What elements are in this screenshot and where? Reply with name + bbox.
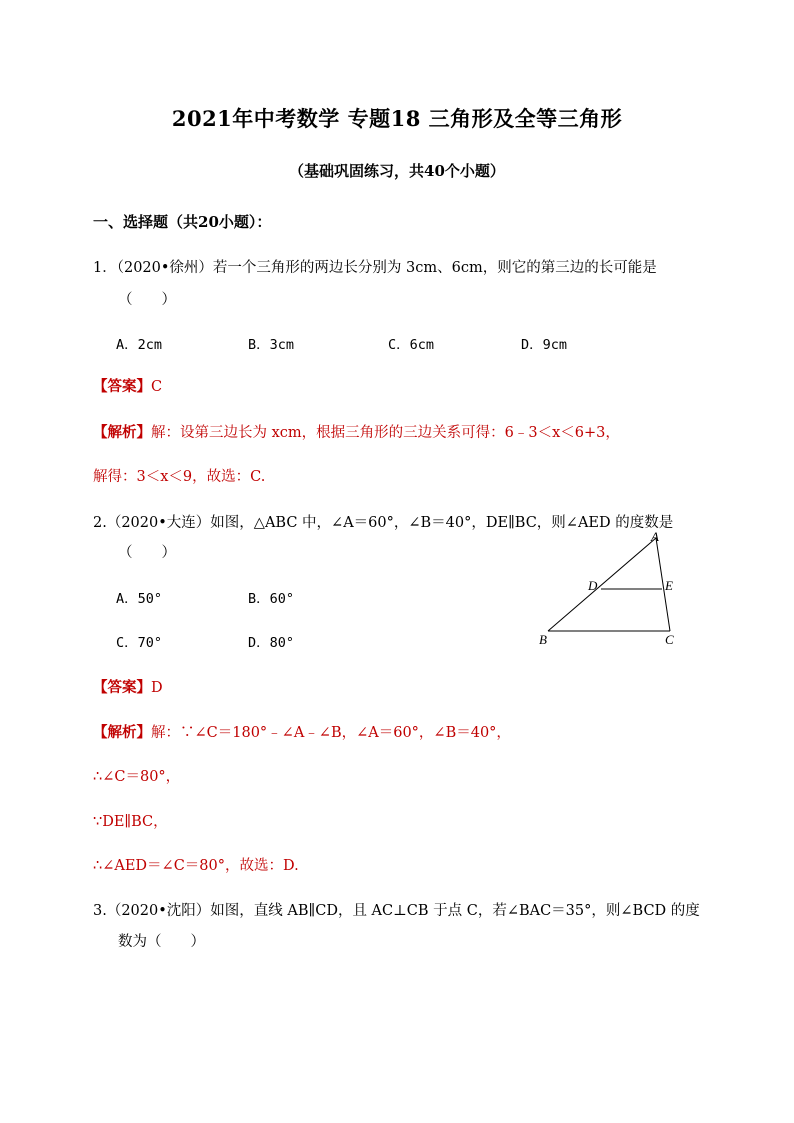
question-2-option-c: C．70° — [116, 635, 163, 651]
question-2-answer — [93, 676, 163, 697]
analysis-tag: 【解析】 — [93, 724, 151, 741]
analysis-line: 解：设第三边长为 xcm，根据三角形的三边关系可得：6﹣3＜x＜6+3， — [151, 425, 620, 441]
question-1-option-a: A．2cm — [116, 337, 163, 353]
answer-value: C — [151, 379, 163, 395]
answer-tag: 【答案】 — [93, 378, 151, 395]
question-2-option-b: B．60° — [248, 591, 295, 607]
question-2-analysis-line-2: ∴∠C＝80°， — [93, 769, 181, 785]
question-2-option-a: A．50° — [116, 591, 163, 607]
question-1-analysis-line-2: 解得：3＜x＜9，故选：C. — [93, 469, 266, 485]
analysis-line: 解：∵∠C＝180°﹣∠A﹣∠B，∠A＝60°，∠B＝40°， — [151, 725, 511, 741]
analysis-tag: 【解析】 — [93, 424, 151, 441]
point-label-d: D — [588, 578, 598, 593]
answer-tag: 【答案】 — [93, 679, 151, 696]
point-label-e: E — [665, 578, 673, 593]
question-1-option-d: D．9cm — [521, 337, 568, 353]
vertex-label-c: C — [665, 632, 674, 647]
question-2-option-d: D．80° — [248, 635, 295, 651]
question-1-option-c: C．6cm — [388, 337, 435, 353]
triangle-figure — [530, 528, 690, 652]
question-1-stem: 1．（2020•徐州）若一个三角形的两边长分别为 3cm、6cm，则它的第三边的长可能是 — [93, 260, 657, 276]
question-2-analysis-line-3: ∵DE∥BC， — [93, 814, 168, 830]
question-1-answer — [93, 375, 162, 396]
question-2-analysis — [93, 721, 511, 742]
vertex-label-b: B — [539, 632, 547, 647]
answer-value: D — [151, 680, 163, 696]
vertex-label-a: A — [651, 529, 659, 544]
question-1-option-b: B．3cm — [248, 337, 295, 353]
section-heading: 一、选择题（共20小题）： — [93, 213, 272, 231]
document-title: 2021年中考数学 专题18 三角形及全等三角形 — [171, 106, 623, 131]
question-3-stem-line-2: 数为（ ） — [118, 934, 205, 950]
question-2-stem: 2.（2020•大连）如图，△ABC 中，∠A＝60°，∠B＝40°，DE∥BC，则∠AED 的度数是 — [93, 515, 674, 531]
document-subtitle: （基础巩固练习，共40个小题） — [289, 162, 505, 180]
side-ab — [548, 538, 656, 631]
question-2-analysis-line-4: ∴∠AED＝∠C＝80°，故选：D. — [93, 858, 299, 874]
question-1-analysis — [93, 421, 620, 442]
question-1-bracket: （ ） — [118, 292, 176, 308]
question-3-stem: 3.（2020•沈阳）如图，直线 AB∥CD，且 AC⊥CB 于点 C，若∠BAC＝35°，则∠BCD 的度 — [93, 903, 700, 919]
question-2-bracket: （ ） — [118, 545, 176, 561]
